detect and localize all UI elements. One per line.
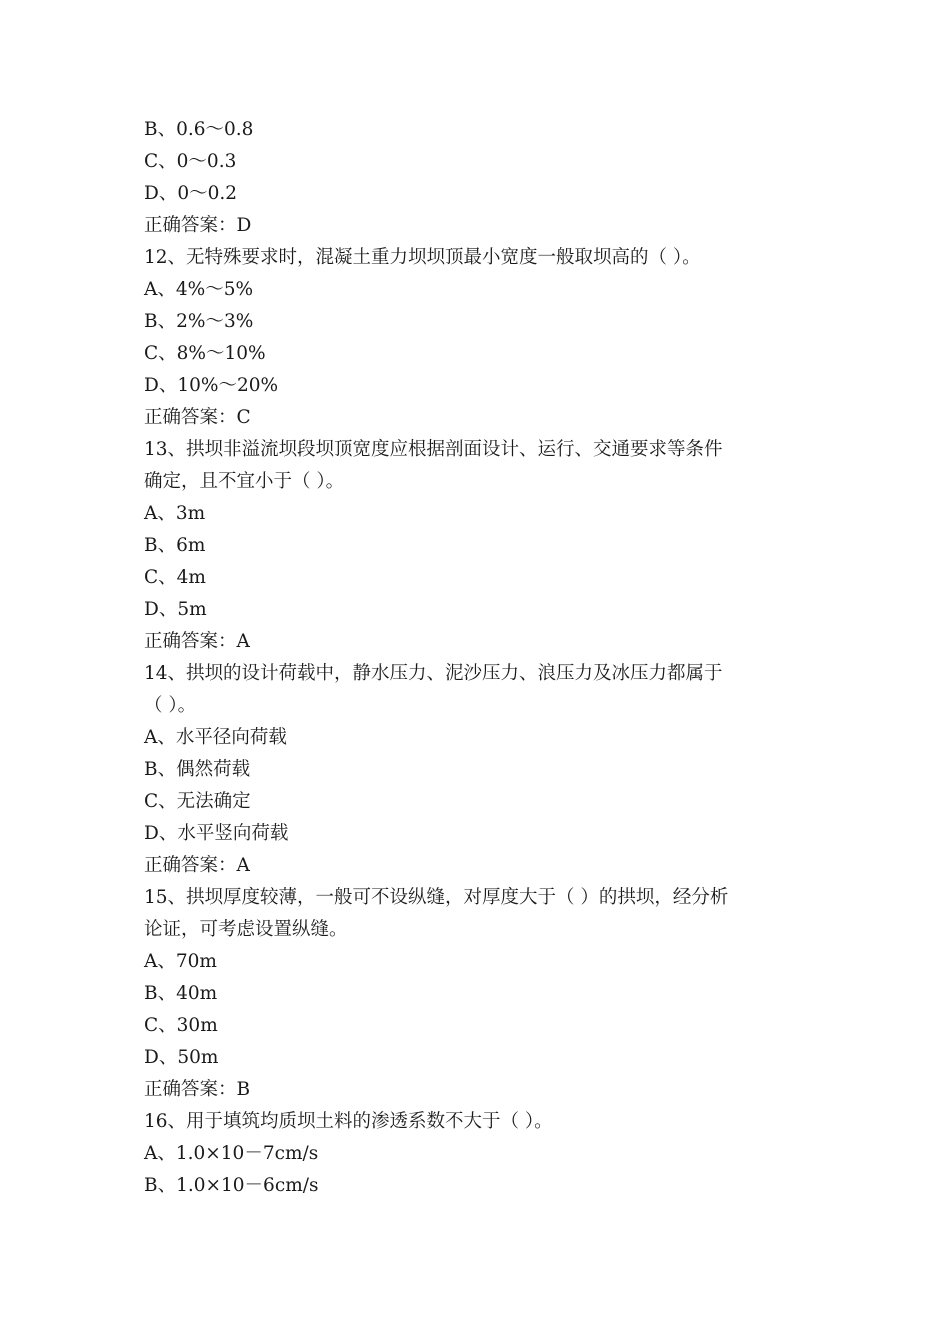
answer-q13: 正确答案：A [144,631,250,652]
option-b-q14: B、偶然荷载 [144,759,251,780]
answer-q12: 正确答案：C [144,407,251,428]
question-15-line-1: 15、拱坝厚度较薄，一般可不设纵缝，对厚度大于（ ）的拱坝，经分析 [144,887,729,908]
option-d-q12: D、10%～20% [144,375,279,396]
option-a-q15: A、70m [144,951,217,972]
option-c-q13: C、4m [144,567,206,588]
option-b-q11: B、0.6～0.8 [144,119,254,140]
option-a-q16: A、1.0×10－7cm/s [144,1143,319,1164]
option-b-q15: B、40m [144,983,218,1004]
option-a-q13: A、3m [144,503,206,524]
option-a-q12: A、4%～5% [144,279,254,300]
option-b-q13: B、6m [144,535,206,556]
answer-q15: 正确答案：B [144,1079,251,1100]
option-d-q14: D、水平竖向荷载 [144,823,289,844]
question-15-line-2: 论证，可考虑设置纵缝。 [144,919,348,940]
option-c-q12: C、8%～10% [144,343,266,364]
answer-q11: 正确答案：D [144,215,252,236]
question-13-line-1: 13、拱坝非溢流坝段坝顶宽度应根据剖面设计、运行、交通要求等条件 [144,439,723,460]
document-page [144,114,814,1202]
option-a-q14: A、水平径向荷载 [144,727,287,748]
option-d-q15: D、50m [144,1047,219,1068]
option-c-q11: C、0～0.3 [144,151,237,172]
option-c-q14: C、无法确定 [144,791,251,812]
answer-q14: 正确答案：A [144,855,250,876]
question-14-line-1: 14、拱坝的设计荷载中，静水压力、泥沙压力、浪压力及冰压力都属于 [144,663,723,684]
question-13-line-2: 确定，且不宜小于（ ）。 [144,471,345,492]
option-b-q12: B、2%～3% [144,311,254,332]
option-d-q11: D、0～0.2 [144,183,238,204]
option-c-q15: C、30m [144,1015,218,1036]
question-14-line-2: （ ）。 [144,695,197,716]
option-b-q16: B、1.0×10－6cm/s [144,1175,319,1196]
question-16: 16、用于填筑均质坝土料的渗透系数不大于（ ）。 [144,1111,553,1132]
option-d-q13: D、5m [144,599,207,620]
question-12: 12、无特殊要求时，混凝土重力坝坝顶最小宽度一般取坝高的（ ）。 [144,247,701,268]
